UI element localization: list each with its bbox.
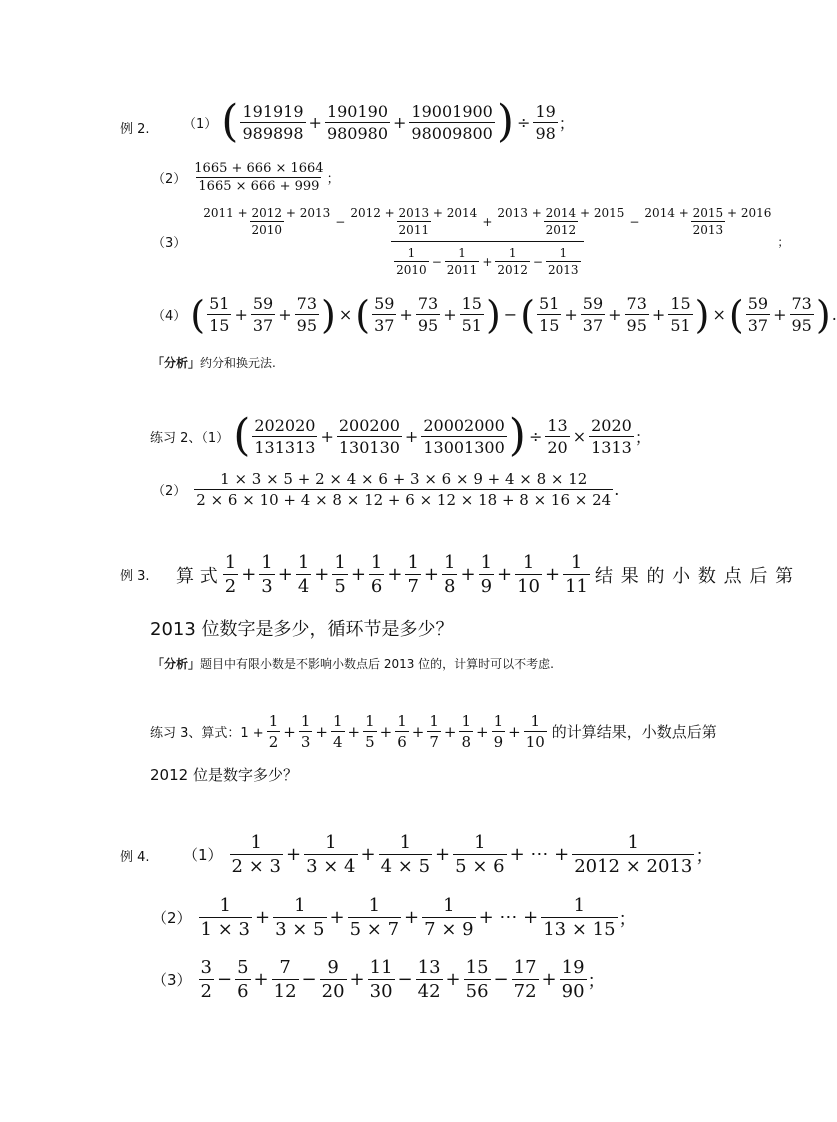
- example-4-part-1: （1） 1 2 × 3 + $\frac{1}{3 \times 4}$ + $\frac{1}{4 \times 5}$ + $\frac{1}{5 \times 6}$ + ⋯ + $\frac{1}{2012 \times 2013}$ ；: [183, 832, 714, 877]
- fraction: 1 2 × 3: [231, 832, 281, 877]
- fraction: $\frac{1}{7}$: [429, 712, 439, 751]
- fraction: $\frac{1}{5 \times 6}$: [455, 832, 505, 877]
- operator: +: [277, 564, 293, 585]
- operator: +: [283, 722, 296, 741]
- operator: +: [545, 564, 561, 585]
- fraction: $\frac{1}{2012 \times 2013}$: [574, 832, 693, 877]
- operator: +: [253, 969, 269, 990]
- operator: +: [460, 564, 476, 585]
- fraction: 1 1 × 3: [200, 895, 250, 940]
- fraction: $\frac{19}{98}$: [535, 101, 556, 143]
- operator: +: [314, 564, 330, 585]
- example-2-analysis: 「分析」约分和换元法.: [152, 356, 276, 370]
- operator: + ⋯ +: [509, 844, 570, 865]
- fraction: $\frac{1}{3 \times 5}$: [275, 895, 325, 940]
- operator: + ⋯ +: [478, 907, 539, 928]
- operator: −: [301, 969, 317, 990]
- operator: −: [217, 969, 233, 990]
- fraction: $\frac{1}{9}$: [493, 712, 504, 751]
- operator: +: [241, 564, 257, 585]
- fraction: $\frac{1}{9}$: [480, 552, 493, 597]
- operator: +: [445, 969, 461, 990]
- example-3-line-2: 2013 位数字是多少，循环节是多少？: [150, 619, 454, 640]
- fraction: $\frac{1}{7}$: [407, 552, 419, 597]
- example-2-part-2: （2） 1665 + 666 × 1664 1665 × 666 + 999 ；: [152, 161, 340, 194]
- fraction: $\frac{1}{5}$: [365, 712, 375, 751]
- fraction: 3 2: [200, 957, 212, 1002]
- right-paren: ): [496, 96, 515, 147]
- operator: +: [315, 722, 328, 741]
- operator: +: [508, 722, 521, 741]
- operator: +: [360, 844, 376, 865]
- operator: +: [347, 722, 361, 741]
- example-3-analysis: 「分析」题目中有限小数是不影响小数点后 2013 位的，计算时可以不考虑.: [152, 657, 555, 671]
- fraction: $\frac{190190}{980980}$: [326, 101, 389, 143]
- operator: +: [423, 564, 440, 585]
- operator: +: [541, 969, 557, 990]
- fraction: 1 2: [268, 712, 279, 751]
- fraction: $\frac{17}{72}$: [513, 957, 537, 1002]
- fraction: $\frac{1}{4}$: [297, 552, 310, 597]
- example-4-label: 例 4.: [120, 850, 150, 865]
- fraction: $\frac{5}{6}$: [237, 957, 249, 1002]
- example-2-part-3: （3） 2011 + 2012 + 2013 2010 − $\frac{2012 + 2013 + 2014}{2011}$ + $\frac{2013 + 2014 + 2015}{2012}$ − $\frac{2014 + 2015 + 2016}{2013}$ 1 2010 − $\frac{1}{2011}$ + $\frac{1}{2012}$ − $\frac{1}{2013}$ ；: [152, 206, 790, 277]
- operator: +: [497, 564, 513, 585]
- fraction: $\frac{19}{90}$: [561, 957, 585, 1002]
- operator: +: [350, 564, 366, 585]
- left-paren: (: [221, 96, 239, 147]
- fraction: $\frac{1}{11}$: [565, 552, 589, 597]
- fraction: $\frac{1}{3 \times 4}$: [306, 832, 356, 877]
- example-3-label: 例 3.: [120, 569, 150, 584]
- operator: −: [493, 969, 509, 990]
- fraction: $\frac{1}{4 \times 5}$: [380, 832, 431, 877]
- fraction: $\frac{1}{3}$: [261, 552, 273, 597]
- fraction: $\frac{19001900}{98009800}$: [411, 101, 493, 143]
- fraction: 191919 989898: [242, 101, 304, 143]
- example-2-label: 例 2.: [120, 122, 150, 137]
- operator: −: [397, 969, 413, 990]
- fraction: $\frac{15}{56}$: [465, 957, 489, 1002]
- fraction: 1665 + 666 × 1664 1665 × 666 + 999: [194, 161, 324, 194]
- fraction: 1 2: [224, 552, 237, 597]
- part-number: （1）: [183, 116, 218, 132]
- operator: +: [443, 722, 457, 741]
- fraction: $\frac{1}{13 \times 15}$: [543, 895, 616, 940]
- operator: +: [254, 907, 271, 928]
- operator: +: [435, 844, 451, 865]
- fraction: $\frac{1}{6}$: [370, 552, 383, 597]
- fraction: $\frac{1}{10}$: [525, 712, 545, 751]
- complex-fraction: 2011 + 2012 + 2013 2010 − $\frac{2012 + 2013 + 2014}{2011}$ + $\frac{2013 + 2014 + 2015}{2012}$ − $\frac{2014 + 2015 + 2016}{2013}$ 1 2010 − $\frac{1}{2011}$ + $\frac{1}{2012}$ − $\frac{1}{2013}$: [203, 206, 772, 277]
- practice-3-line-2: 2012 位是数字多少？: [150, 766, 298, 784]
- fraction: $\frac{1}{5 \times 7}$: [349, 895, 400, 940]
- fraction: $\frac{1}{4}$: [332, 712, 343, 751]
- example-3-formula: 算 式 1 2 + $\frac{1}{3}$ + $\frac{1}{4}$ + $\frac{1}{5}$ + $\frac{1}{6}$ + $\frac{1}{7}$ + $\frac{1}{8}$ + $\frac{1}{9}$ + $\frac{1}{10}$ + $\frac{1}{11}$ 结 果 的 小 数 点 后 第: [176, 552, 795, 597]
- example-2-part-1: （1） ( 191919 989898 + $\frac{190190}{980980}$ + $\frac{19001900}{98009800}$ ) ÷ $\frac{19}{98}$ ；: [183, 96, 575, 147]
- example-4-part-2: （2） 1 1 × 3 + $\frac{1}{3 \times 5}$ + $\frac{1}{5 \times 7}$ + $\frac{1}{7 \times 9}$ + ⋯ + $\frac{1}{13 \times 15}$ ；: [152, 895, 637, 940]
- operator: +: [285, 844, 302, 865]
- fraction: $\frac{9}{20}$: [321, 957, 345, 1002]
- fraction: $\frac{1}{8}$: [444, 552, 456, 597]
- fraction: $\frac{1}{3}$: [300, 712, 311, 751]
- operator: +: [476, 722, 489, 741]
- fraction: $\frac{1}{7 \times 9}$: [424, 895, 474, 940]
- practice-2-part-1: 练习 2、（1） ( 202020 131313 + $\frac{200200}{130130}$ + $\frac{20002000}{13001300}$ ) ÷ $\frac{13}{20}$ × $\frac{2020}{1313}$ ；: [150, 410, 651, 461]
- fraction: $\frac{11}{30}$: [369, 957, 393, 1002]
- operator: +: [411, 722, 425, 741]
- operator: +: [329, 907, 345, 928]
- fraction: $\frac{1}{5}$: [334, 552, 346, 597]
- operator: +: [349, 969, 365, 990]
- operator: +: [404, 907, 420, 928]
- practice-2-label: 练习 2、（1）: [150, 430, 230, 446]
- example-2-part-4: （4） ( 51 15 + $\frac{59}{37}$ + $\frac{73}{95}$ ) × ( 59 37 + $\frac{73}{95}$ + $\frac{15}{51}$ ) − ( 51 15 + $\frac{59}{37}$ + $\frac{73}{95}$ + $\frac{15}{51}$ ) × ( 59 37 + $\frac{73}{95}$ ) .: [152, 292, 837, 337]
- fraction: $\frac{1}{8}$: [461, 712, 471, 751]
- example-4-part-3: （3） 3 2 − $\frac{5}{6}$ + $\frac{7}{12}$ − $\frac{9}{20}$ + $\frac{11}{30}$ − $\frac{13}{42}$ + $\frac{15}{56}$ − $\frac{17}{72}$ + $\frac{19}{90}$ ；: [152, 957, 606, 1002]
- fraction: $\frac{7}{12}$: [273, 957, 297, 1002]
- fraction: $\frac{1}{6}$: [397, 712, 407, 751]
- fraction: $\frac{1}{10}$: [517, 552, 541, 597]
- operator: +: [379, 722, 393, 741]
- practice-2-part-2: （2） 1 × 3 × 5 + 2 × 4 × 6 + 3 × 6 × 9 + 4 × 8 × 12 2 × 6 × 10 + 4 × 8 × 12 + 6 × 12 × 18 + 8 × 16 × 24 .: [152, 470, 620, 509]
- fraction: $\frac{13}{42}$: [417, 957, 441, 1002]
- practice-3-formula: 练习 3、算式：1 + 1 2 + $\frac{1}{3}$ + $\frac{1}{4}$ + $\frac{1}{5}$ + $\frac{1}{6}$ + $\frac{1}{7}$ + $\frac{1}{8}$ + $\frac{1}{9}$ + $\frac{1}{10}$ 的计算结果，小数点后第: [150, 712, 717, 751]
- operator: +: [387, 564, 403, 585]
